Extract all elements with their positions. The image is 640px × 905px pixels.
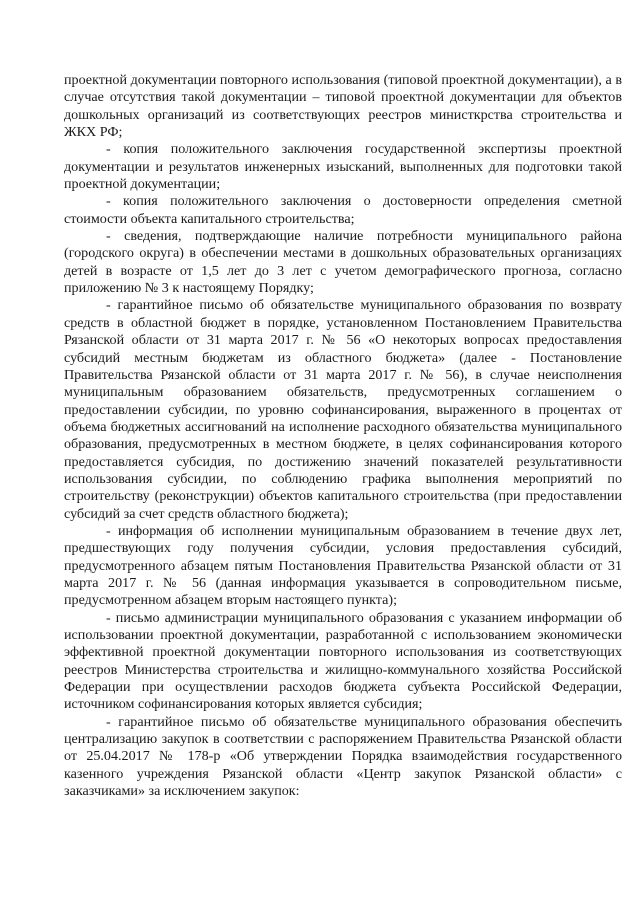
paragraph-administration-letter: - письмо администрации муниципального образования с указанием информации об использовании проектной документации, разработанной с использованием экономически эффективной проектной документации повторного использования из соответствующих реестров Министерства строительства и жилищно-коммунального хозяйства Российской Федерации при осуществлении расходов бюджета субъекта Российской Федерации, источником софинансирования которых является субсидия; xyxy=(64,609,622,713)
document-page xyxy=(64,72,622,800)
paragraph-continuation: проектной документации повторного использования (типовой проектной документации), а в случае отсутствия такой документации – типовой проектной документации для объектов дошкольных организаций из соответствующих реестров министкрства строительства и ЖКХ РФ; xyxy=(64,72,622,141)
paragraph-guarantee-letter: - гарантийное письмо об обязательстве муниципального образования по возврату средств в областной бюджет в порядке, установленном Постановлением Правительства Рязанской области от 31 марта 2017 г. № 56 «О некоторых вопросах предоставления субсидий местным бюджетам из областного бюджета» (далее - Постановление Правительства Рязанской области от 31 марта 2017 г. № 56), в случае неисполнения муниципальным образованием обязательств, предусмотренных соглашением о предоставлении субсидии, по уровню софинансирования, выраженного в процентах от объема бюджетных ассигнований на исполнение расходного обязательства муниципального образования, предусмотренных в местном бюджете, в целях софинансирования которого предоставляется субсидия, по достижению значений показателей результативности использования субсидии, по соблюдению графика выполнения мероприятий по строительству (реконструкции) объектов капитального строительства (при предоставлении субсидий за счет средств областного бюджета); xyxy=(64,297,622,522)
paragraph-estimate-copy: - копия положительного заключения о достоверности определения сметной стоимости объекта капитального строительства; xyxy=(64,193,622,227)
paragraph-need-info: - сведения, подтверждающие наличие потребности муниципального района (городского округа) в обеспечении местами в дошкольных образовательных организациях детей в возрасте от 1,5 лет до 3 лет с учетом демографического прогноза, согласно приложению № 3 к настоящему Порядку; xyxy=(64,228,622,297)
paragraph-expertise-copy: - копия положительного заключения государственной экспертизы проектной документации и результатов инженерных изысканий, выполненных для подготовки такой проектной документации; xyxy=(64,141,622,193)
paragraph-execution-info: - информация об исполнении муниципальным образованием в течение двух лет, предшествующих году получения субсидии, условия предоставления субсидий, предусмотренного абзацем пятым Постановления Правительства Рязанской области от 31 марта 2017 г. № 56 (данная информация указывается в сопроводительном письме, предусмотренном абзацем вторым настоящего пункта); xyxy=(64,522,622,609)
paragraph-procurement-guarantee: - гарантийное письмо об обязательстве муниципального образования обеспечить централизацию закупок в соответствии с распоряжением Правительства Рязанской области от 25.04.2017 № 178-р «Об утверждении Порядка взаимодействия государственного казенного учреждения Рязанской области «Центр закупок Рязанской области» с заказчиками» за исключением закупок: xyxy=(64,713,622,800)
